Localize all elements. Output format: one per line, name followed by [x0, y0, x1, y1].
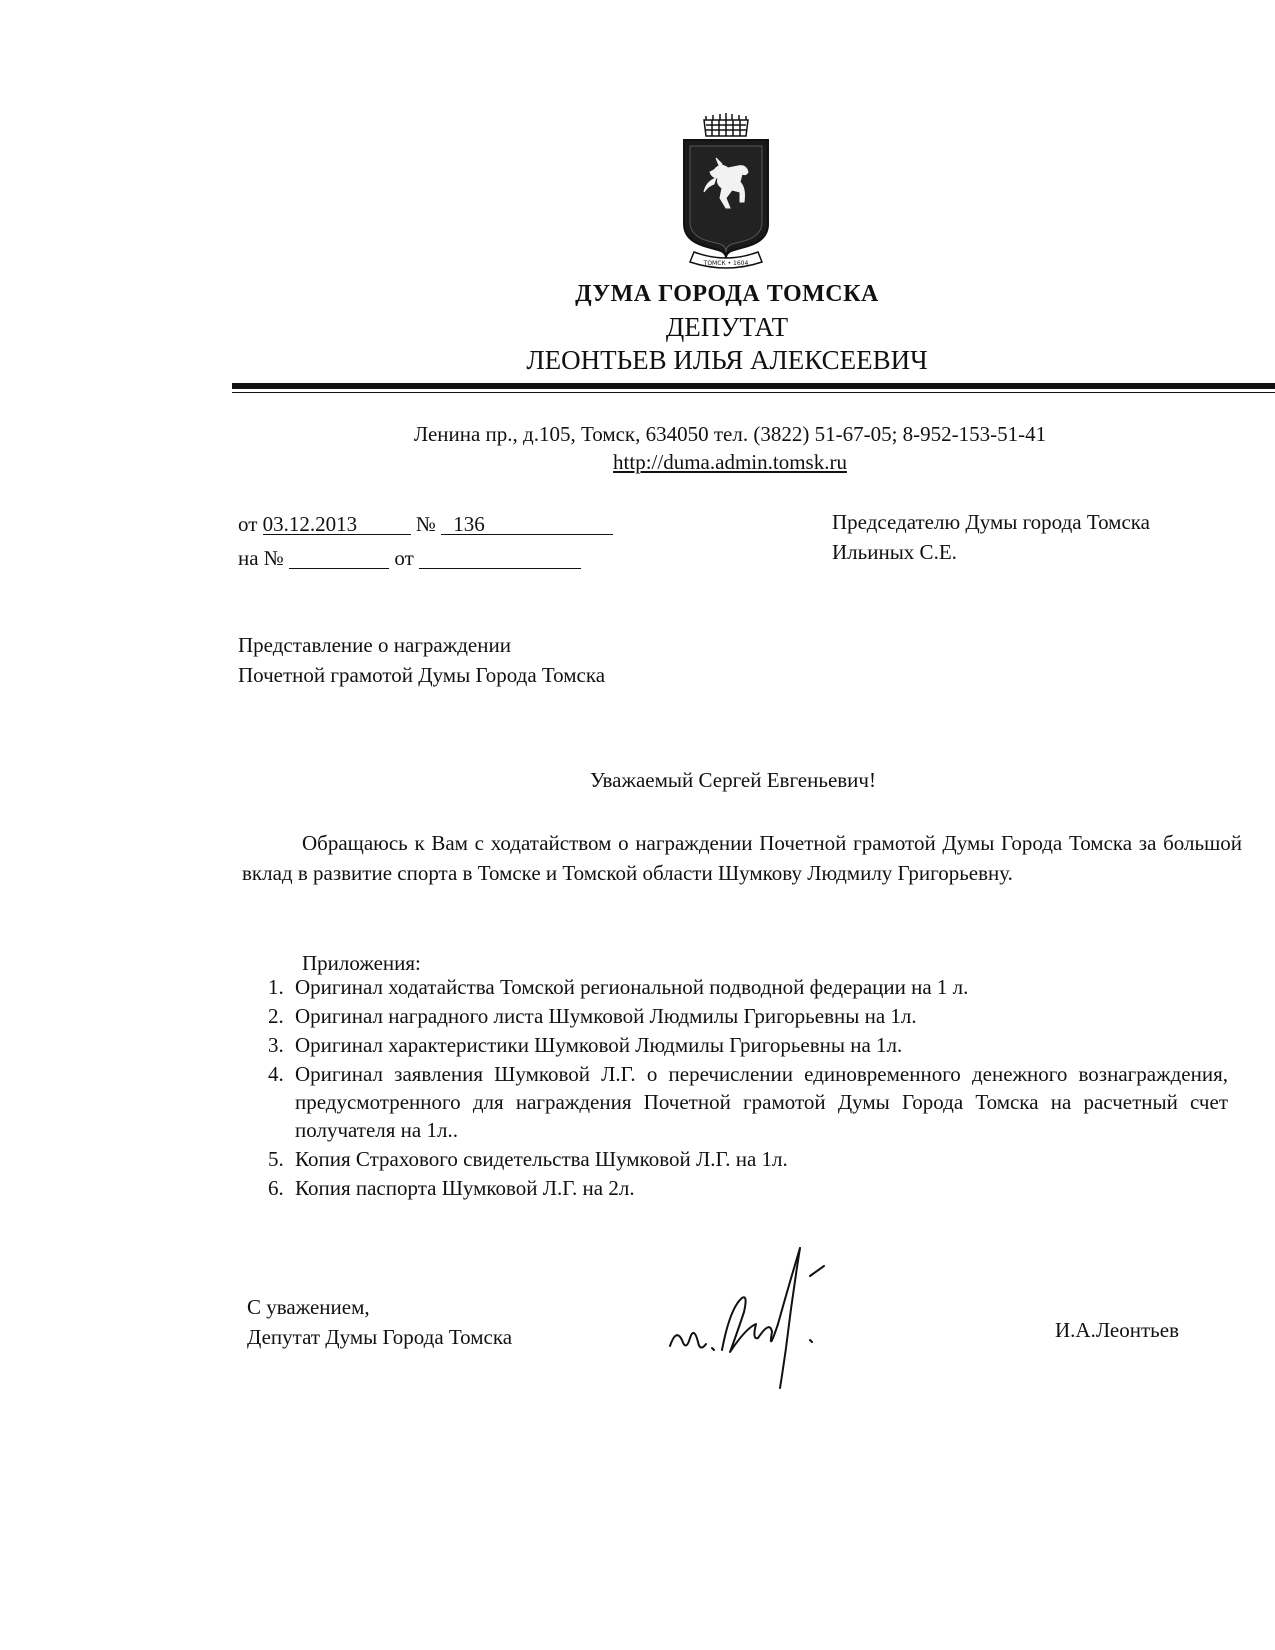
contact-address: Ленина пр., д.105, Томск, 634050 тел. (3822) 51-67-05; 8-952-153-51-41 [413, 422, 1047, 446]
list-item: 3. Оригинал характеристики Шумковой Людмилы Григорьевны на 1л. [268, 1033, 903, 1057]
emblem-motto: ТОМСК • 1604 [703, 260, 749, 267]
addressee-name: Ильиных С.Е. [832, 540, 957, 564]
reference-from-label: от [394, 546, 414, 570]
letter-number: 136 [453, 512, 485, 536]
closing-regards: С уважением, [247, 1295, 370, 1319]
letter-date: 03.12.2013 [262, 512, 358, 536]
list-item: 6. Копия паспорта Шумковой Л.Г. на 2л. [268, 1176, 635, 1200]
reference-label: на № [238, 546, 284, 570]
deputy-name: ЛЕОНТЬЕВ ИЛЬЯ АЛЕКСЕЕВИЧ [526, 345, 928, 375]
organization-name: ДУМА ГОРОДА ТОМСКА [575, 281, 879, 307]
letter-date-field [263, 514, 411, 535]
subject-line-2: Почетной грамотой Думы Города Томска [238, 663, 606, 687]
contact-block [300, 420, 1160, 476]
website-link[interactable]: http://duma.admin.tomsk.ru [613, 450, 847, 474]
position-title: ДЕПУТАТ [665, 312, 789, 342]
city-coat-of-arms [676, 112, 776, 277]
reference-line [238, 546, 581, 571]
reference-date-field [419, 548, 581, 569]
list-item: 1. Оригинал ходатайства Томской региональной подводной федерации на 1 л. [268, 975, 969, 999]
subject-line-1: Представление о награждении [238, 633, 511, 657]
list-item: 2. Оригинал наградного листа Шумковой Людмилы Григорьевны на 1л. [268, 1004, 917, 1028]
closing-block [247, 1292, 512, 1352]
body-paragraph: Обращаюсь к Вам с ходатайством о награждении Почетной грамотой Думы Города Томска за большой вклад в развитие спорта в Томске и Томской области Шумкову Людмилу Григорьевну. [242, 831, 1242, 885]
header-rule-thick [232, 383, 1275, 389]
registration-line [238, 512, 613, 537]
addressee-title: Председателю Думы города Томска [832, 510, 1150, 534]
crown-icon [704, 113, 748, 136]
subject-block [238, 630, 605, 690]
letter-body [242, 828, 1242, 888]
attachments-title: Приложения: [302, 951, 421, 975]
salutation: Уважаемый Сергей Евгеньевич! [590, 768, 876, 792]
from-label: от [238, 512, 258, 536]
signer-name: И.А.Леонтьев [1055, 1318, 1179, 1342]
attachments-list [268, 973, 1228, 1203]
addressee-block [832, 507, 1150, 567]
list-item: 5. Копия Страхового свидетельства Шумковой Л.Г. на 1л. [268, 1147, 788, 1171]
number-label: № [415, 512, 436, 536]
header-rule-thin [232, 392, 1275, 393]
closing-position: Депутат Думы Города Томска [247, 1325, 513, 1349]
handwritten-signature [660, 1228, 860, 1398]
letter-number-field [441, 514, 613, 535]
list-item: 4. Оригинал заявления Шумковой Л.Г. о перечислении единовременного денежного вознаграждения, предусмотренного для награждения Почетной грамотой Думы Города Томска на расчетный счет получателя на 1л.. [268, 1062, 1228, 1142]
reference-number-field [289, 548, 389, 569]
